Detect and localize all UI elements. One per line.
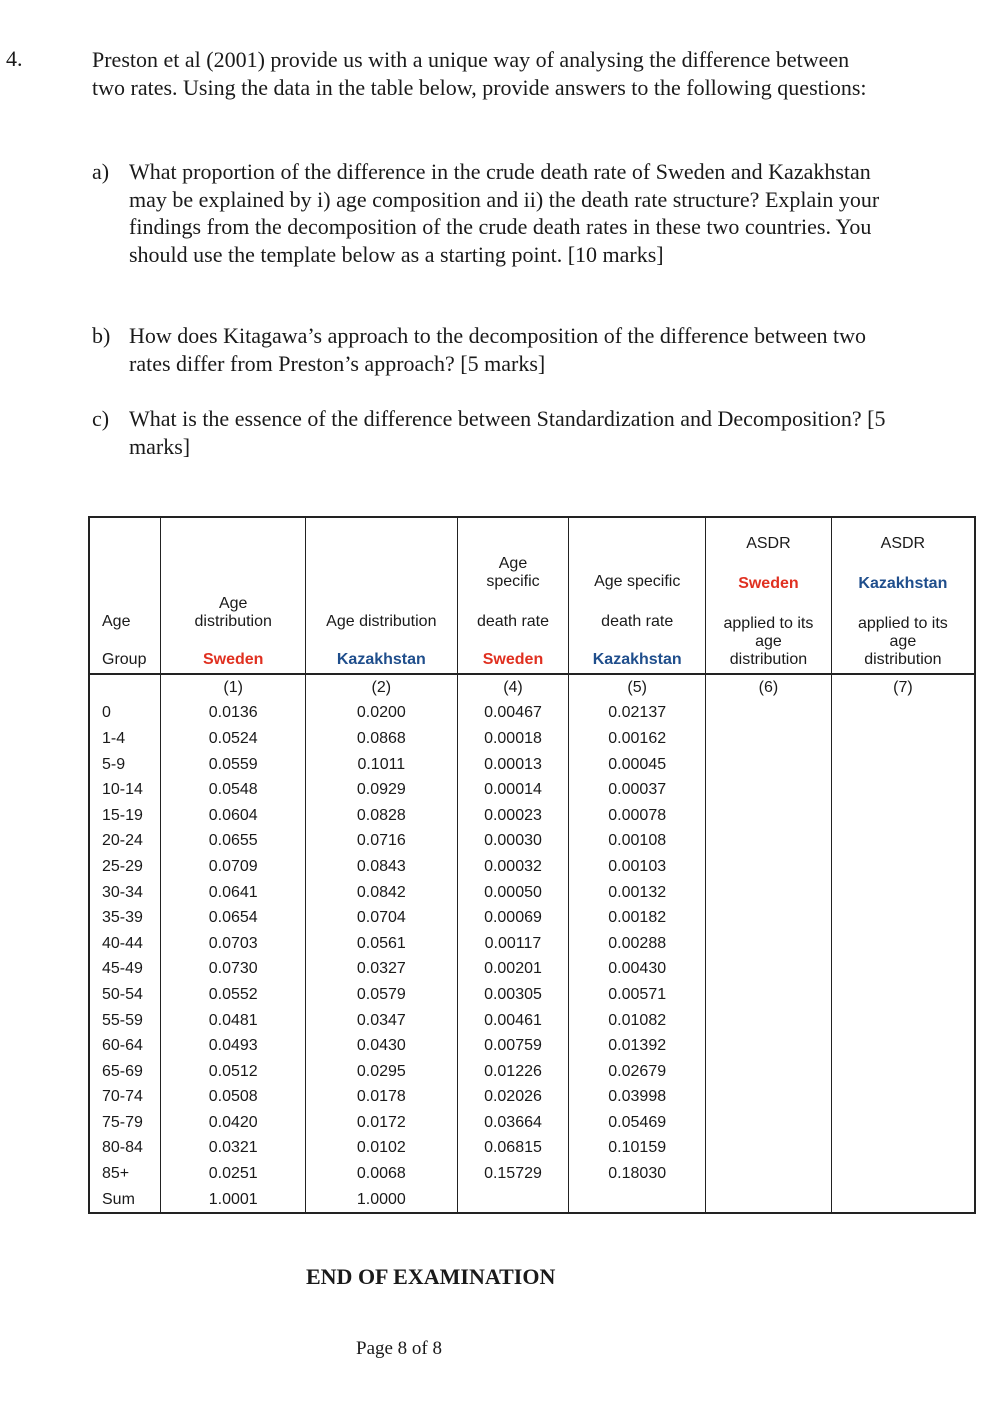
cell-age-dist-kazakhstan: 1.0000 xyxy=(306,1187,458,1214)
cell-age-dist-kazakhstan: 0.0068 xyxy=(306,1161,458,1187)
cell-asdr-kazakhstan: 0.02137 xyxy=(569,701,706,727)
cell-age-group: 10-14 xyxy=(102,781,143,799)
question-part-b xyxy=(92,322,892,377)
header-col6 xyxy=(706,517,832,674)
cell-applied-sweden xyxy=(706,1085,832,1111)
header-text: Age xyxy=(218,595,248,612)
cell-asdr-sweden: 0.00069 xyxy=(457,905,569,931)
page-number: Page 8 of 8 xyxy=(356,1338,443,1359)
header-row xyxy=(89,517,975,674)
cell-applied-sweden xyxy=(706,1136,832,1162)
column-number: (1) xyxy=(161,674,306,701)
end-of-examination: END OF EXAMINATION xyxy=(306,1264,556,1289)
header-text: Age distribution xyxy=(326,613,437,630)
cell-age-dist-kazakhstan: 0.0295 xyxy=(306,1059,458,1085)
cell-applied-kazakhstan xyxy=(831,957,975,983)
table-row xyxy=(89,803,975,829)
header-text: Age xyxy=(102,613,131,630)
cell-applied-sweden xyxy=(706,1033,832,1059)
cell-applied-kazakhstan xyxy=(831,1161,975,1187)
cell-age-group: 50-54 xyxy=(102,985,143,1003)
cell-age-group: 0 xyxy=(102,704,111,722)
cell-applied-sweden xyxy=(706,1110,832,1136)
cell-age-dist-sweden: 0.0512 xyxy=(161,1059,306,1085)
cell-age-group: 60-64 xyxy=(102,1037,143,1055)
table-row xyxy=(89,1059,975,1085)
cell-asdr-sweden: 0.01226 xyxy=(457,1059,569,1085)
part-text: What is the essence of the difference between Standardization and Decomposition? [5 marks] xyxy=(129,406,886,459)
cell-asdr-kazakhstan: 0.03998 xyxy=(569,1085,706,1111)
part-label: a) xyxy=(92,159,110,184)
table-row xyxy=(89,854,975,880)
cell-asdr-kazakhstan: 0.00108 xyxy=(569,829,706,855)
question-number: 4. xyxy=(6,46,23,71)
cell-applied-sweden xyxy=(706,777,832,803)
cell-age-group: 5-9 xyxy=(102,755,126,773)
part-label: b) xyxy=(92,323,111,348)
cell-asdr-kazakhstan: 0.01082 xyxy=(569,1008,706,1034)
header-col7 xyxy=(831,517,975,674)
column-number-empty xyxy=(89,674,161,701)
cell-applied-sweden xyxy=(706,803,832,829)
header-col2 xyxy=(306,517,458,674)
header-text: Group xyxy=(102,651,147,668)
table-row xyxy=(89,931,975,957)
cell-applied-sweden xyxy=(706,829,832,855)
cell-age-group: 1-4 xyxy=(102,729,126,747)
cell-asdr-sweden: 0.00201 xyxy=(457,957,569,983)
header-text: ASDR xyxy=(746,535,791,552)
cell-age-dist-sweden: 0.0493 xyxy=(161,1033,306,1059)
cell-asdr-sweden: 0.03664 xyxy=(457,1110,569,1136)
cell-applied-kazakhstan xyxy=(831,726,975,752)
cell-applied-sweden xyxy=(706,1008,832,1034)
cell-age-dist-sweden: 0.0420 xyxy=(161,1110,306,1136)
cell-age-group: 15-19 xyxy=(102,806,143,824)
header-text: age xyxy=(889,633,917,650)
header-text: distribution xyxy=(194,613,272,630)
header-text: death rate xyxy=(476,613,550,630)
cell-asdr-kazakhstan: 0.00078 xyxy=(569,803,706,829)
cell-age-dist-sweden: 0.0559 xyxy=(161,752,306,778)
cell-age-group: 70-74 xyxy=(102,1088,143,1106)
cell-asdr-sweden: 0.00467 xyxy=(457,701,569,727)
column-number: (2) xyxy=(306,674,458,701)
question-part-c xyxy=(92,405,892,460)
cell-asdr-sweden: 0.00030 xyxy=(457,829,569,855)
table-row xyxy=(89,1136,975,1162)
cell-age-dist-sweden: 0.0251 xyxy=(161,1161,306,1187)
cell-applied-sweden xyxy=(706,701,832,727)
cell-applied-kazakhstan xyxy=(831,1033,975,1059)
cell-applied-sweden xyxy=(706,880,832,906)
cell-age-group: 55-59 xyxy=(102,1011,143,1029)
cell-asdr-kazakhstan: 0.00182 xyxy=(569,905,706,931)
cell-age-group: 30-34 xyxy=(102,883,143,901)
cell-age-dist-sweden: 1.0001 xyxy=(161,1187,306,1214)
cell-age-dist-sweden: 0.0654 xyxy=(161,905,306,931)
table-row xyxy=(89,982,975,1008)
cell-applied-sweden xyxy=(706,957,832,983)
cell-applied-kazakhstan xyxy=(831,752,975,778)
header-col5 xyxy=(569,517,706,674)
header-country-sweden: Sweden xyxy=(738,575,799,592)
header-col4 xyxy=(457,517,569,674)
table-row xyxy=(89,726,975,752)
cell-asdr-kazakhstan: 0.00045 xyxy=(569,752,706,778)
cell-asdr-sweden: 0.15729 xyxy=(457,1161,569,1187)
cell-age-dist-kazakhstan: 0.0172 xyxy=(306,1110,458,1136)
cell-age-dist-sweden: 0.0548 xyxy=(161,777,306,803)
cell-age-dist-kazakhstan: 0.0200 xyxy=(306,701,458,727)
cell-age-dist-kazakhstan: 0.0929 xyxy=(306,777,458,803)
cell-age-dist-sweden: 0.0730 xyxy=(161,957,306,983)
cell-asdr-sweden: 0.00013 xyxy=(457,752,569,778)
cell-asdr-kazakhstan: 0.00288 xyxy=(569,931,706,957)
cell-age-group: 80-84 xyxy=(102,1139,143,1157)
header-text: applied to its xyxy=(857,615,948,632)
cell-age-dist-kazakhstan: 0.0843 xyxy=(306,854,458,880)
cell-age-dist-kazakhstan: 0.0561 xyxy=(306,931,458,957)
cell-applied-sweden xyxy=(706,854,832,880)
cell-applied-kazakhstan xyxy=(831,1136,975,1162)
cell-asdr-sweden: 0.00018 xyxy=(457,726,569,752)
cell-applied-sweden xyxy=(706,1187,832,1214)
table-row xyxy=(89,1110,975,1136)
table-row xyxy=(89,1161,975,1187)
cell-asdr-sweden: 0.06815 xyxy=(457,1136,569,1162)
cell-asdr-sweden: 0.00117 xyxy=(457,931,569,957)
table-row xyxy=(89,1008,975,1034)
header-country-sweden: Sweden xyxy=(482,651,544,668)
cell-asdr-kazakhstan: 0.00430 xyxy=(569,957,706,983)
cell-applied-kazakhstan xyxy=(831,931,975,957)
cell-applied-kazakhstan xyxy=(831,1187,975,1214)
decomposition-table xyxy=(88,516,976,1214)
cell-applied-sweden xyxy=(706,1059,832,1085)
cell-age-group: 35-39 xyxy=(102,909,143,927)
header-text: Age specific xyxy=(594,573,681,590)
cell-asdr-kazakhstan: 0.01392 xyxy=(569,1033,706,1059)
cell-age-dist-sweden: 0.0604 xyxy=(161,803,306,829)
header-age-group xyxy=(89,517,161,674)
cell-age-dist-sweden: 0.0481 xyxy=(161,1008,306,1034)
part-text: What proportion of the difference in the crude death rate of Sweden and Kazakhstan may be explained by i) age composition and ii) the death rate structure? Explain your findings from the decomposition of the crude death rates in these two countries. You should use the template below as a starting point. [10 marks] xyxy=(129,159,880,267)
table-row xyxy=(89,701,975,727)
cell-asdr-kazakhstan: 0.00037 xyxy=(569,777,706,803)
table-row xyxy=(89,957,975,983)
cell-asdr-sweden: 0.00023 xyxy=(457,803,569,829)
header-country-kazakhstan: Kazakhstan xyxy=(592,651,682,668)
cell-age-group: 85+ xyxy=(102,1165,130,1183)
question-intro: Preston et al (2001) provide us with a unique way of analysing the difference between two rates. Using the data in the table below, provide answers to the following questions: xyxy=(92,47,867,100)
cell-age-dist-kazakhstan: 0.0579 xyxy=(306,982,458,1008)
cell-age-group: 25-29 xyxy=(102,857,143,875)
cell-age-group: 65-69 xyxy=(102,1062,143,1080)
cell-asdr-kazakhstan xyxy=(569,1187,706,1214)
column-number: (7) xyxy=(831,674,975,701)
cell-applied-kazakhstan xyxy=(831,880,975,906)
table-row xyxy=(89,829,975,855)
cell-age-dist-kazakhstan: 0.0868 xyxy=(306,726,458,752)
cell-applied-sweden xyxy=(706,726,832,752)
cell-age-dist-kazakhstan: 0.0102 xyxy=(306,1136,458,1162)
cell-applied-sweden xyxy=(706,752,832,778)
cell-asdr-sweden xyxy=(457,1187,569,1214)
cell-asdr-kazakhstan: 0.18030 xyxy=(569,1161,706,1187)
cell-age-dist-sweden: 0.0321 xyxy=(161,1136,306,1162)
cell-applied-kazakhstan xyxy=(831,905,975,931)
cell-applied-sweden xyxy=(706,982,832,1008)
cell-asdr-kazakhstan: 0.05469 xyxy=(569,1110,706,1136)
cell-asdr-sweden: 0.00050 xyxy=(457,880,569,906)
question-part-a xyxy=(92,158,892,268)
table-row xyxy=(89,752,975,778)
cell-age-group: 75-79 xyxy=(102,1113,143,1131)
cell-age-dist-kazakhstan: 0.0178 xyxy=(306,1085,458,1111)
header-text: ASDR xyxy=(880,535,926,552)
column-number: (5) xyxy=(569,674,706,701)
column-number: (4) xyxy=(457,674,569,701)
cell-asdr-kazakhstan: 0.02679 xyxy=(569,1059,706,1085)
cell-age-dist-sweden: 0.0524 xyxy=(161,726,306,752)
cell-age-group: 40-44 xyxy=(102,934,143,952)
cell-age-dist-kazakhstan: 0.0842 xyxy=(306,880,458,906)
cell-asdr-kazakhstan: 0.00571 xyxy=(569,982,706,1008)
cell-applied-kazakhstan xyxy=(831,1110,975,1136)
cell-age-dist-sweden: 0.0552 xyxy=(161,982,306,1008)
table-row xyxy=(89,1085,975,1111)
cell-asdr-kazakhstan: 0.00162 xyxy=(569,726,706,752)
cell-applied-sweden xyxy=(706,905,832,931)
cell-applied-kazakhstan xyxy=(831,1085,975,1111)
table-body xyxy=(89,701,975,1214)
cell-age-dist-sweden: 0.0136 xyxy=(161,701,306,727)
cell-age-group: Sum xyxy=(102,1190,135,1208)
cell-asdr-kazakhstan: 0.00103 xyxy=(569,854,706,880)
cell-applied-kazakhstan xyxy=(831,701,975,727)
cell-age-dist-sweden: 0.0641 xyxy=(161,880,306,906)
table-row xyxy=(89,1187,975,1214)
cell-asdr-sweden: 0.00759 xyxy=(457,1033,569,1059)
cell-age-dist-sweden: 0.0709 xyxy=(161,854,306,880)
cell-applied-kazakhstan xyxy=(831,829,975,855)
header-text: applied to its xyxy=(723,615,814,632)
cell-age-dist-kazakhstan: 0.0347 xyxy=(306,1008,458,1034)
column-number: (6) xyxy=(706,674,832,701)
part-text: How does Kitagawa’s approach to the decomposition of the difference between two rates differ from Preston’s approach? [5 marks] xyxy=(129,323,866,376)
cell-age-dist-kazakhstan: 0.1011 xyxy=(306,752,458,778)
cell-age-group: 45-49 xyxy=(102,960,143,978)
cell-age-dist-kazakhstan: 0.0716 xyxy=(306,829,458,855)
table-row xyxy=(89,905,975,931)
cell-applied-sweden xyxy=(706,1161,832,1187)
header-col1 xyxy=(161,517,306,674)
header-country-kazakhstan: Kazakhstan xyxy=(336,651,426,668)
table-row xyxy=(89,1033,975,1059)
cell-applied-kazakhstan xyxy=(831,1059,975,1085)
cell-age-group: 20-24 xyxy=(102,832,143,850)
cell-asdr-kazakhstan: 0.10159 xyxy=(569,1136,706,1162)
cell-applied-kazakhstan xyxy=(831,854,975,880)
cell-applied-kazakhstan xyxy=(831,1008,975,1034)
cell-asdr-sweden: 0.02026 xyxy=(457,1085,569,1111)
header-text: specific xyxy=(486,573,540,590)
header-country-kazakhstan: Kazakhstan xyxy=(858,575,948,592)
cell-applied-kazakhstan xyxy=(831,982,975,1008)
table-row xyxy=(89,777,975,803)
header-text: distribution xyxy=(864,651,942,668)
table-row xyxy=(89,880,975,906)
cell-age-dist-kazakhstan: 0.0430 xyxy=(306,1033,458,1059)
header-text: age xyxy=(755,633,782,650)
cell-age-dist-kazakhstan: 0.0828 xyxy=(306,803,458,829)
header-text: distribution xyxy=(729,651,808,668)
header-text: Age xyxy=(498,555,528,572)
cell-age-dist-kazakhstan: 0.0704 xyxy=(306,905,458,931)
header-text: death rate xyxy=(601,613,674,630)
cell-asdr-sweden: 0.00014 xyxy=(457,777,569,803)
cell-applied-sweden xyxy=(706,931,832,957)
cell-age-dist-sweden: 0.0703 xyxy=(161,931,306,957)
cell-asdr-sweden: 0.00461 xyxy=(457,1008,569,1034)
header-country-sweden: Sweden xyxy=(202,651,264,668)
cell-asdr-sweden: 0.00305 xyxy=(457,982,569,1008)
cell-age-dist-sweden: 0.0508 xyxy=(161,1085,306,1111)
cell-applied-kazakhstan xyxy=(831,803,975,829)
part-label: c) xyxy=(92,406,110,431)
cell-age-dist-kazakhstan: 0.0327 xyxy=(306,957,458,983)
column-number-row xyxy=(89,674,975,701)
cell-applied-kazakhstan xyxy=(831,777,975,803)
cell-asdr-kazakhstan: 0.00132 xyxy=(569,880,706,906)
cell-asdr-sweden: 0.00032 xyxy=(457,854,569,880)
cell-age-dist-sweden: 0.0655 xyxy=(161,829,306,855)
